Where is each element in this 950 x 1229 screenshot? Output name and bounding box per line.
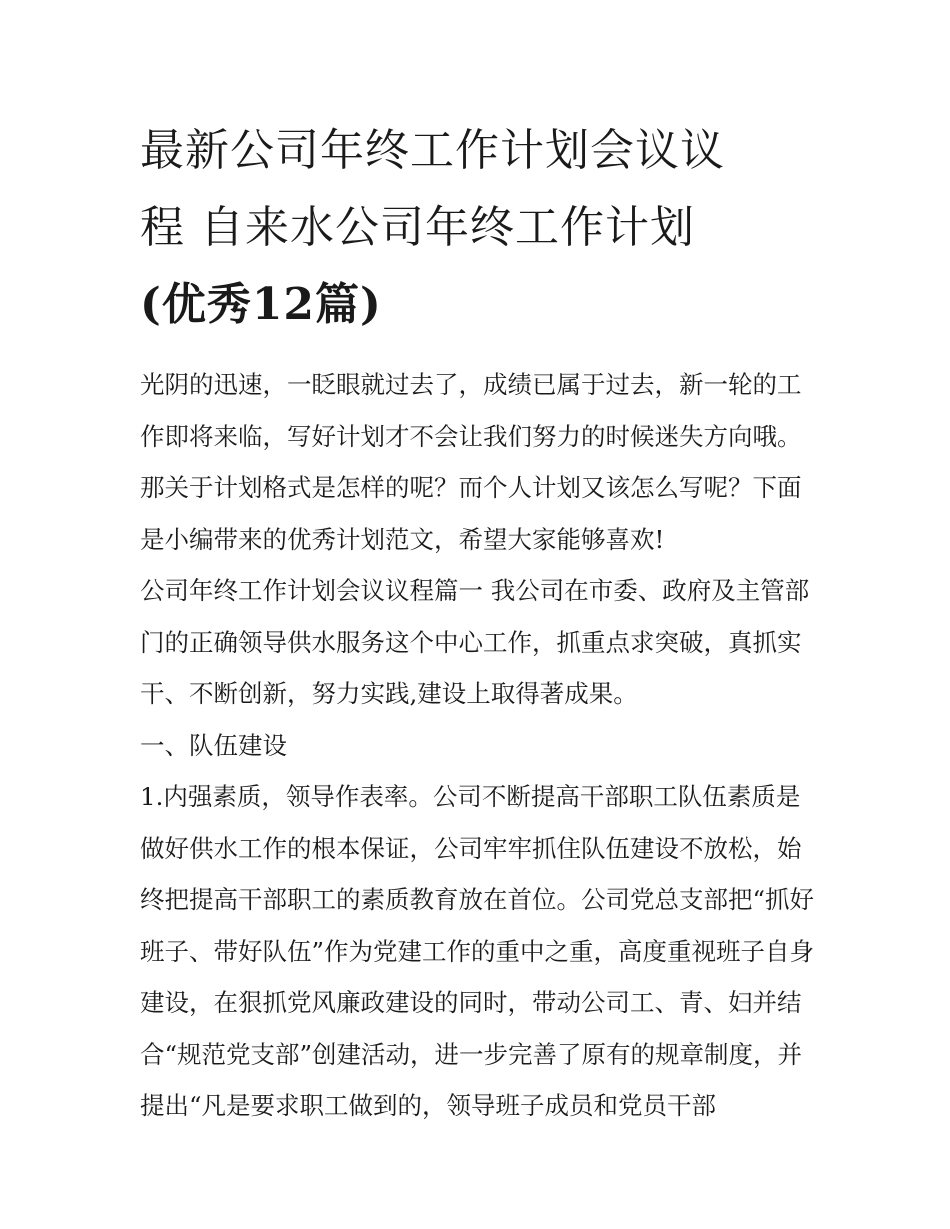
document-title — [140, 112, 816, 343]
title-line-3: (优秀12篇) — [140, 279, 382, 330]
title-line-1: 最新公司年终工作计划会议议 — [140, 125, 725, 176]
intro-paragraph: 光阴的迅速，一眨眼就过去了，成绩已属于过去，新一轮的工作即将来临，写好计划才不会让我们努力的时候迷失方向哦。那关于计划格式是怎样的呢？而个人计划又该怎么写呢？下面是小编带来的优秀计划范文，希望大家能够喜欢! — [140, 370, 802, 554]
document-page — [140, 112, 816, 1132]
document-body — [140, 359, 816, 1132]
body-paragraph: 1.内强素质，领导作表率。公司不断提高干部职工队伍素质是做好供水工作的根本保证，公司牢牢抓住队伍建设不放松，始终把提高干部职工的素质教育放在首位。公司党总支部把“抓好班子、带好队伍”作为党建工作的重中之重，高度重视班子自身建设，在狠抓党风廉政建设的同时，带动公司工、青、妇并结合“规范党支部”创建活动，进一步完善了原有的规章制度，并提出“凡是要求职工做到的，领导班子成员和党员干部 — [140, 782, 815, 1120]
section-heading: 一、队伍建设 — [140, 730, 287, 760]
title-line-2: 程 自来水公司年终工作计划 — [140, 202, 695, 253]
section-intro-paragraph: 公司年终工作计划会议议程篇一 我公司在市委、政府及主管部门的正确领导供水服务这个中心工作，抓重点求突破，真抓实干、不断创新，努力实践,建设上取得著成果。 — [140, 576, 810, 708]
